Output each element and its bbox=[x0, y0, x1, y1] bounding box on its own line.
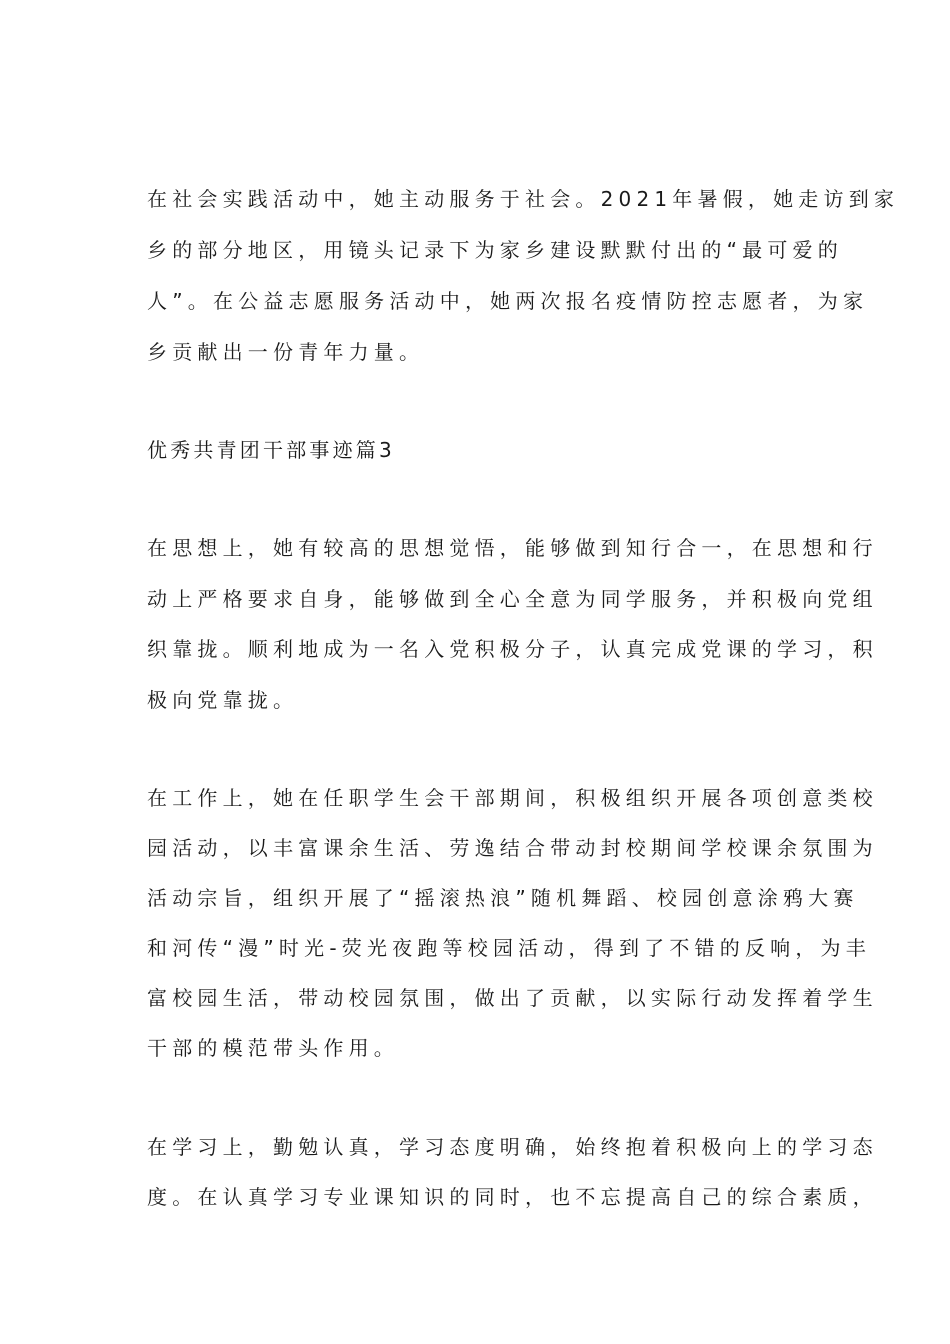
paragraph-3-line-5: 富校园生活，带动校园氛围，做出了贡献，以实际行动发挥着学生 bbox=[147, 986, 878, 1010]
paragraph-3-line-6: 干部的模范带头作用。 bbox=[147, 1036, 399, 1060]
paragraph-2-line-4: 极向党靠拢。 bbox=[147, 688, 299, 712]
paragraph-3-line-1: 在工作上，她在任职学生会干部期间，积极组织开展各项创意类校 bbox=[147, 786, 878, 810]
paragraph-2-line-2: 动上严格要求自身，能够做到全心全意为同学服务，并积极向党组 bbox=[147, 587, 878, 611]
paragraph-4-line-1: 在学习上，勤勉认真，学习态度明确，始终抱着积极向上的学习态 bbox=[147, 1135, 878, 1159]
paragraph-1-line-1: 在社会实践活动中，她主动服务于社会。2021年暑假，她走访到家 bbox=[147, 187, 900, 211]
paragraph-3-line-2: 园活动，以丰富课余生活、劳逸结合带动封校期间学校课余氛围为 bbox=[147, 836, 878, 860]
paragraph-3-line-3: 活动宗旨，组织开展了“摇滚热浪”随机舞蹈、校园创意涂鸦大赛 bbox=[147, 886, 859, 910]
paragraph-2-line-3: 织靠拢。顺利地成为一名入党积极分子，认真完成党课的学习，积 bbox=[147, 637, 878, 661]
paragraph-1-line-2: 乡的部分地区，用镜头记录下为家乡建设默默付出的“最可爱的 bbox=[147, 238, 843, 262]
paragraph-1-line-4: 乡贡献出一份青年力量。 bbox=[147, 340, 425, 364]
paragraph-2-line-1: 在思想上，她有较高的思想觉悟，能够做到知行合一，在思想和行 bbox=[147, 536, 878, 560]
paragraph-3-line-4: 和河传“漫”时光-荧光夜跑等校园活动，得到了不错的反响，为丰 bbox=[147, 936, 871, 960]
paragraph-1-line-3: 人”。在公益志愿服务活动中，她两次报名疫情防控志愿者，为家 bbox=[147, 289, 869, 313]
section-heading: 优秀共青团干部事迹篇3 bbox=[147, 438, 395, 462]
paragraph-4-line-2: 度。在认真学习专业课知识的同时，也不忘提高自己的综合素质， bbox=[147, 1185, 878, 1209]
